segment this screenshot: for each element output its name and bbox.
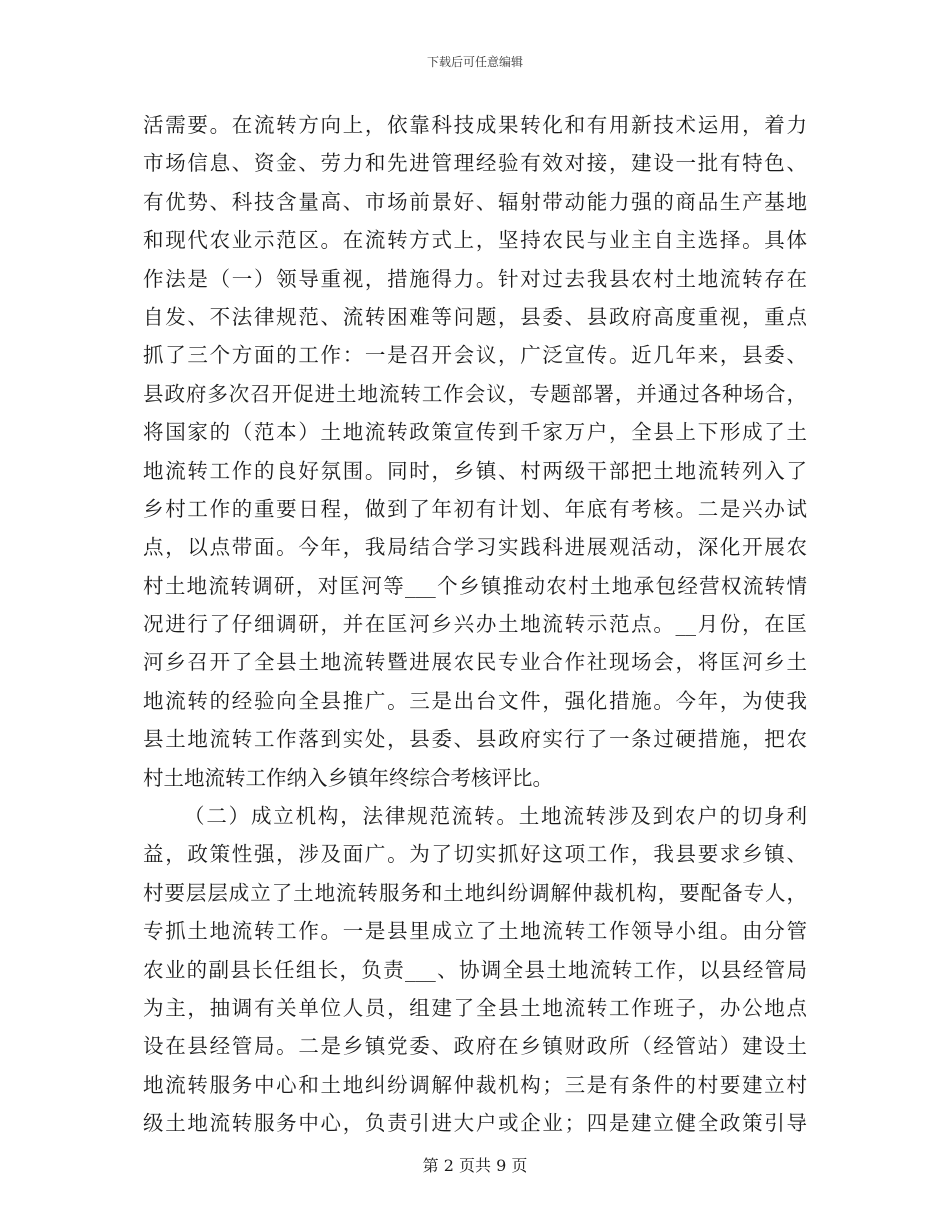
text-line: 活需要。在流转方向上，依靠科技成果转化和有用新技术运用，着力 [143, 113, 807, 137]
document-body [143, 106, 807, 1143]
text-line: 村土地流转调研，对匡河等___个乡镇推动农村土地承包经营权流转情 [143, 573, 807, 598]
text-line: 和现代农业示范区。在流转方式上，坚持农民与业主自主选择。具体 [143, 228, 807, 253]
page-number: 第 2 页共 9 页 [422, 1156, 528, 1175]
text-line-paragraph-end: 村土地流转工作纳入乡镇年终综合考核评比。 [143, 765, 553, 790]
text-line: 地流转的经验向全县推广。三是出台文件，强化措施。今年，为使我 [143, 688, 807, 713]
text-line: 河乡召开了全县土地流转暨进展农民专业合作社现场会，将匡河乡土 [143, 650, 807, 675]
text-line: 级土地流转服务中心，负责引进大户或企业；四是建立健全政策引导 [143, 1111, 807, 1136]
text-line: 作法是（一）领导重视，措施得力。针对过去我县农村土地流转存在 [143, 266, 807, 291]
text-line: 专抓土地流转工作。一是县里成立了土地流转工作领导小组。由分管 [143, 919, 807, 944]
text-line: 县土地流转工作落到实处，县委、县政府实行了一条过硬措施，把农 [143, 727, 807, 752]
text-line: 抓了三个方面的工作：一是召开会议，广泛宣传。近几年来，县委、 [143, 343, 807, 368]
text-line: 况进行了仔细调研，并在匡河乡兴办土地流转示范点。__月份，在匡 [143, 612, 807, 637]
text-line: 点，以点带面。今年，我局结合学习实践科进展观活动，深化开展农 [143, 535, 807, 560]
text-line: 村要层层成立了土地流转服务和土地纠纷调解仲裁机构，要配备专人， [143, 880, 807, 905]
text-line: 地流转工作的良好氛围。同时，乡镇、村两级干部把土地流转列入了 [143, 458, 807, 483]
text-line: 乡村工作的重要日程，做到了年初有计划、年底有考核。二是兴办试 [143, 496, 807, 521]
text-line: 地流转服务中心和土地纠纷调解仲裁机构；三是有条件的村要建立村 [143, 1072, 807, 1097]
text-line: 自发、不法律规范、流转困难等问题，县委、县政府高度重视，重点 [143, 304, 807, 329]
text-line-paragraph-start: （二）成立机构，法律规范流转。土地流转涉及到农户的切身利 [184, 804, 807, 829]
text-line: 将国家的（范本）土地流转政策宣传到千家万户，全县上下形成了土 [143, 420, 807, 445]
text-line: 有优势、科技含量高、市场前景好、辐射带动能力强的商品生产基地 [143, 189, 807, 214]
text-line: 市场信息、资金、劳力和先进管理经验有效对接，建设一批有特色、 [143, 151, 807, 176]
page-header: 下载后可任意编辑 [426, 55, 523, 69]
text-line: 为主，抽调有关单位人员，组建了全县土地流转工作班子，办公地点 [143, 995, 807, 1020]
text-line: 益，政策性强，涉及面广。为了切实抓好这项工作，我县要求乡镇、 [143, 842, 807, 867]
text-line: 设在县经管局。二是乡镇党委、政府在乡镇财政所（经管站）建设土 [143, 1034, 807, 1059]
text-line: 县政府多次召开促进土地流转工作会议，专题部署，并通过各种场合， [143, 381, 807, 406]
text-line: 农业的副县长任组长，负责___、协调全县土地流转工作，以县经管局 [143, 957, 807, 982]
